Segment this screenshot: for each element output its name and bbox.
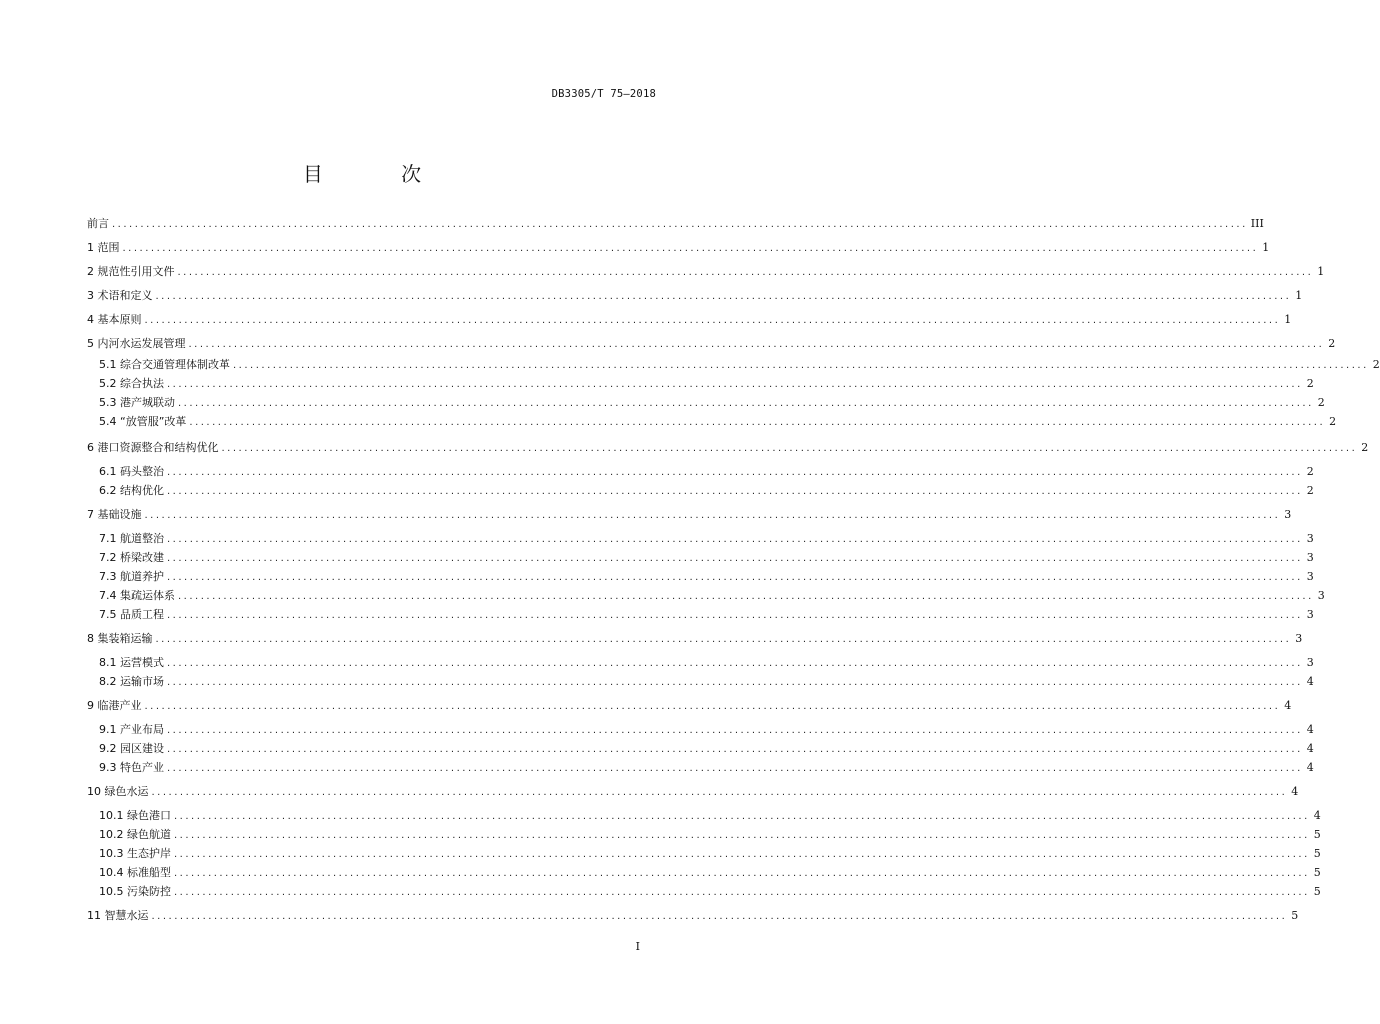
- toc-dot-leader: ........................................................................................................................................................................................................: [167, 677, 1303, 688]
- toc-entry-page: 1: [1262, 241, 1270, 254]
- toc-dot-leader: ........................................................................................................................................................................................................: [122, 243, 1259, 254]
- toc-entry-page: 3: [1306, 570, 1314, 583]
- toc-entry-label: 7.2 桥梁改建: [99, 551, 164, 564]
- toc-entry-page: 3: [1306, 656, 1314, 669]
- toc-entry-page: 2: [1306, 484, 1314, 497]
- toc-entry-label: 7 基础设施: [87, 508, 142, 521]
- toc-entry-label: 10.3 生态护岸: [99, 847, 171, 860]
- toc-entry[interactable]: [99, 530, 1314, 548]
- toc-entry[interactable]: [99, 587, 1325, 605]
- toc-entry-page: 3: [1306, 608, 1314, 621]
- toc-entry-label: 5.4 “放管服”改革: [99, 415, 187, 428]
- toc-entry[interactable]: [99, 883, 1321, 901]
- toc-dot-leader: ........................................................................................................................................................................................................: [174, 887, 1310, 898]
- toc-dot-leader: ........................................................................................................................................................................................................: [144, 701, 1281, 712]
- toc-dot-leader: ........................................................................................................................................................................................................: [112, 219, 1248, 230]
- toc-dot-leader: ........................................................................................................................................................................................................: [151, 911, 1288, 922]
- toc-entry-label: 5.1 综合交通管理体制改革: [99, 358, 230, 371]
- toc-entry[interactable]: [99, 864, 1321, 882]
- toc-entry-label: 6 港口资源整合和结构优化: [87, 441, 219, 454]
- toc-dot-leader: ........................................................................................................................................................................................................: [174, 811, 1310, 822]
- toc-entry-label: 11 智慧水运: [87, 909, 149, 922]
- toc-entry-label: 前言: [87, 217, 109, 230]
- toc-entry[interactable]: [99, 807, 1321, 825]
- toc-dot-leader: ........................................................................................................................................................................................................: [174, 849, 1310, 860]
- toc-entry-page: 3: [1306, 551, 1314, 564]
- toc-entry[interactable]: [99, 375, 1314, 393]
- toc-entry-page: 2: [1328, 337, 1336, 350]
- toc-dot-leader: ........................................................................................................................................................................................................: [167, 744, 1303, 755]
- toc-entry-label: 10.4 标准船型: [99, 866, 171, 879]
- toc-title: 目 次: [302, 162, 458, 186]
- toc-entry[interactable]: [99, 463, 1314, 481]
- toc-entry-page: 3: [1306, 532, 1314, 545]
- toc-entry-page: 5: [1313, 847, 1321, 860]
- toc-dot-leader: ........................................................................................................................................................................................................: [155, 291, 1292, 302]
- toc-entry-label: 10.5 污染防控: [99, 885, 171, 898]
- toc-entry-page: 5: [1313, 828, 1321, 841]
- toc-entry-label: 10.1 绿色港口: [99, 809, 171, 822]
- toc-entry-page: 5: [1313, 866, 1321, 879]
- toc-entry-label: 10.2 绿色航道: [99, 828, 171, 841]
- toc-dot-leader: ........................................................................................................................................................................................................: [167, 763, 1303, 774]
- toc-entry-page: 1: [1284, 313, 1292, 326]
- toc-entry-label: 9.3 特色产业: [99, 761, 164, 774]
- toc-dot-leader: ........................................................................................................................................................................................................: [167, 486, 1303, 497]
- toc-dot-leader: ........................................................................................................................................................................................................: [167, 610, 1303, 621]
- toc-entry-page: 1: [1295, 289, 1303, 302]
- toc-entry-label: 8 集装箱运输: [87, 632, 153, 645]
- toc-entry-page: 4: [1306, 761, 1314, 774]
- toc-dot-leader: ........................................................................................................................................................................................................: [167, 553, 1303, 564]
- toc-entry-page: 3: [1295, 632, 1303, 645]
- toc-entry[interactable]: [99, 654, 1314, 672]
- toc-dot-leader: ........................................................................................................................................................................................................: [167, 379, 1303, 390]
- toc-entry-page: 5: [1313, 885, 1321, 898]
- toc-entry-label: 8.2 运输市场: [99, 675, 164, 688]
- toc-entry-page: 2: [1361, 441, 1369, 454]
- toc-entry[interactable]: [99, 673, 1314, 691]
- toc-dot-leader: ........................................................................................................................................................................................................: [174, 868, 1310, 879]
- toc-entry-page: 3: [1317, 589, 1325, 602]
- toc-entry[interactable]: [87, 506, 1292, 524]
- toc-entry-label: 5.2 综合执法: [99, 377, 164, 390]
- toc-entry-page: 2: [1306, 377, 1314, 390]
- toc-entry[interactable]: [99, 845, 1321, 863]
- toc-entry-page: 2: [1317, 396, 1325, 409]
- toc-entry-page: 1: [1317, 265, 1325, 278]
- toc-entry-label: 6.2 结构优化: [99, 484, 164, 497]
- toc-entry-label: 7.1 航道整治: [99, 532, 164, 545]
- toc-dot-leader: ........................................................................................................................................................................................................: [178, 591, 1314, 602]
- toc-entry-label: 5 内河水运发展管理: [87, 337, 186, 350]
- toc-entry[interactable]: [87, 907, 1299, 925]
- toc-dot-leader: ........................................................................................................................................................................................................: [167, 658, 1303, 669]
- toc-entry[interactable]: [87, 697, 1292, 715]
- page-number: I: [635, 940, 640, 953]
- toc-dot-leader: ........................................................................................................................................................................................................: [167, 725, 1303, 736]
- toc-dot-leader: ........................................................................................................................................................................................................: [155, 634, 1292, 645]
- toc-dot-leader: ........................................................................................................................................................................................................: [177, 267, 1314, 278]
- toc-dot-leader: ........................................................................................................................................................................................................: [188, 339, 1325, 350]
- toc-entry[interactable]: [87, 215, 1264, 233]
- toc-entry-page: III: [1250, 217, 1264, 230]
- toc-entry[interactable]: [99, 740, 1314, 758]
- toc-entry[interactable]: [99, 549, 1314, 567]
- toc-entry-page: 4: [1291, 785, 1299, 798]
- toc-entry-page: 4: [1284, 699, 1292, 712]
- toc-dot-leader: ........................................................................................................................................................................................................: [151, 787, 1288, 798]
- toc-entry[interactable]: [87, 311, 1292, 329]
- toc-entry-label: 7.4 集疏运体系: [99, 589, 175, 602]
- toc-dot-leader: ........................................................................................................................................................................................................: [178, 398, 1314, 409]
- toc-dot-leader: ........................................................................................................................................................................................................: [167, 467, 1303, 478]
- toc-entry-label: 9.1 产业布局: [99, 723, 164, 736]
- toc-entry[interactable]: [99, 826, 1321, 844]
- toc-entry-label: 8.1 运营模式: [99, 656, 164, 669]
- toc-entry-label: 7.3 航道养护: [99, 570, 164, 583]
- toc-dot-leader: ........................................................................................................................................................................................................: [233, 360, 1369, 371]
- toc-entry-page: 3: [1284, 508, 1292, 521]
- toc-dot-leader: ........................................................................................................................................................................................................: [189, 417, 1326, 428]
- toc-entry-label: 9.2 园区建设: [99, 742, 164, 755]
- toc-entry-label: 10 绿色水运: [87, 785, 149, 798]
- toc-dot-leader: ........................................................................................................................................................................................................: [221, 443, 1358, 454]
- toc-entry-page: 4: [1306, 742, 1314, 755]
- toc-entry-page: 2: [1306, 465, 1314, 478]
- toc-entry[interactable]: [99, 413, 1337, 431]
- toc-entry-label: 2 规范性引用文件: [87, 265, 175, 278]
- toc-entry[interactable]: [87, 239, 1270, 257]
- toc-entry-label: 4 基本原则: [87, 313, 142, 326]
- document-code: DB3305/T 75—2018: [551, 88, 656, 100]
- toc-entry[interactable]: [87, 335, 1336, 353]
- toc-entry[interactable]: [99, 482, 1314, 500]
- toc-entry-page: 4: [1306, 723, 1314, 736]
- toc-dot-leader: ........................................................................................................................................................................................................: [144, 315, 1281, 326]
- toc-dot-leader: ........................................................................................................................................................................................................: [167, 572, 1303, 583]
- toc-entry[interactable]: [87, 783, 1299, 801]
- toc-entry[interactable]: [87, 630, 1303, 648]
- toc-dot-leader: ........................................................................................................................................................................................................: [174, 830, 1310, 841]
- toc-entry-label: 6.1 码头整治: [99, 465, 164, 478]
- toc-entry[interactable]: [99, 606, 1314, 624]
- toc-entry-page: 4: [1306, 675, 1314, 688]
- toc-entry[interactable]: [99, 568, 1314, 586]
- toc-entry-label: 7.5 品质工程: [99, 608, 164, 621]
- toc-entry-label: 9 临港产业: [87, 699, 142, 712]
- toc-entry[interactable]: [99, 721, 1314, 739]
- toc-entry[interactable]: [87, 287, 1303, 305]
- toc-entry-label: 5.3 港产城联动: [99, 396, 175, 409]
- toc-entry-page: 2: [1329, 415, 1337, 428]
- toc-entry-page: 4: [1313, 809, 1321, 822]
- toc-entry-label: 3 术语和定义: [87, 289, 153, 302]
- toc-entry-page: 5: [1291, 909, 1299, 922]
- toc-entry[interactable]: [87, 439, 1369, 457]
- toc-entry-page: 2: [1372, 358, 1380, 371]
- toc-entry[interactable]: [99, 394, 1325, 412]
- toc-entry[interactable]: [87, 263, 1325, 281]
- toc-entry-label: 1 范围: [87, 241, 120, 254]
- toc-entry[interactable]: [99, 759, 1314, 777]
- toc-dot-leader: ........................................................................................................................................................................................................: [144, 510, 1281, 521]
- toc-dot-leader: ........................................................................................................................................................................................................: [167, 534, 1303, 545]
- toc-entry[interactable]: [99, 356, 1380, 374]
